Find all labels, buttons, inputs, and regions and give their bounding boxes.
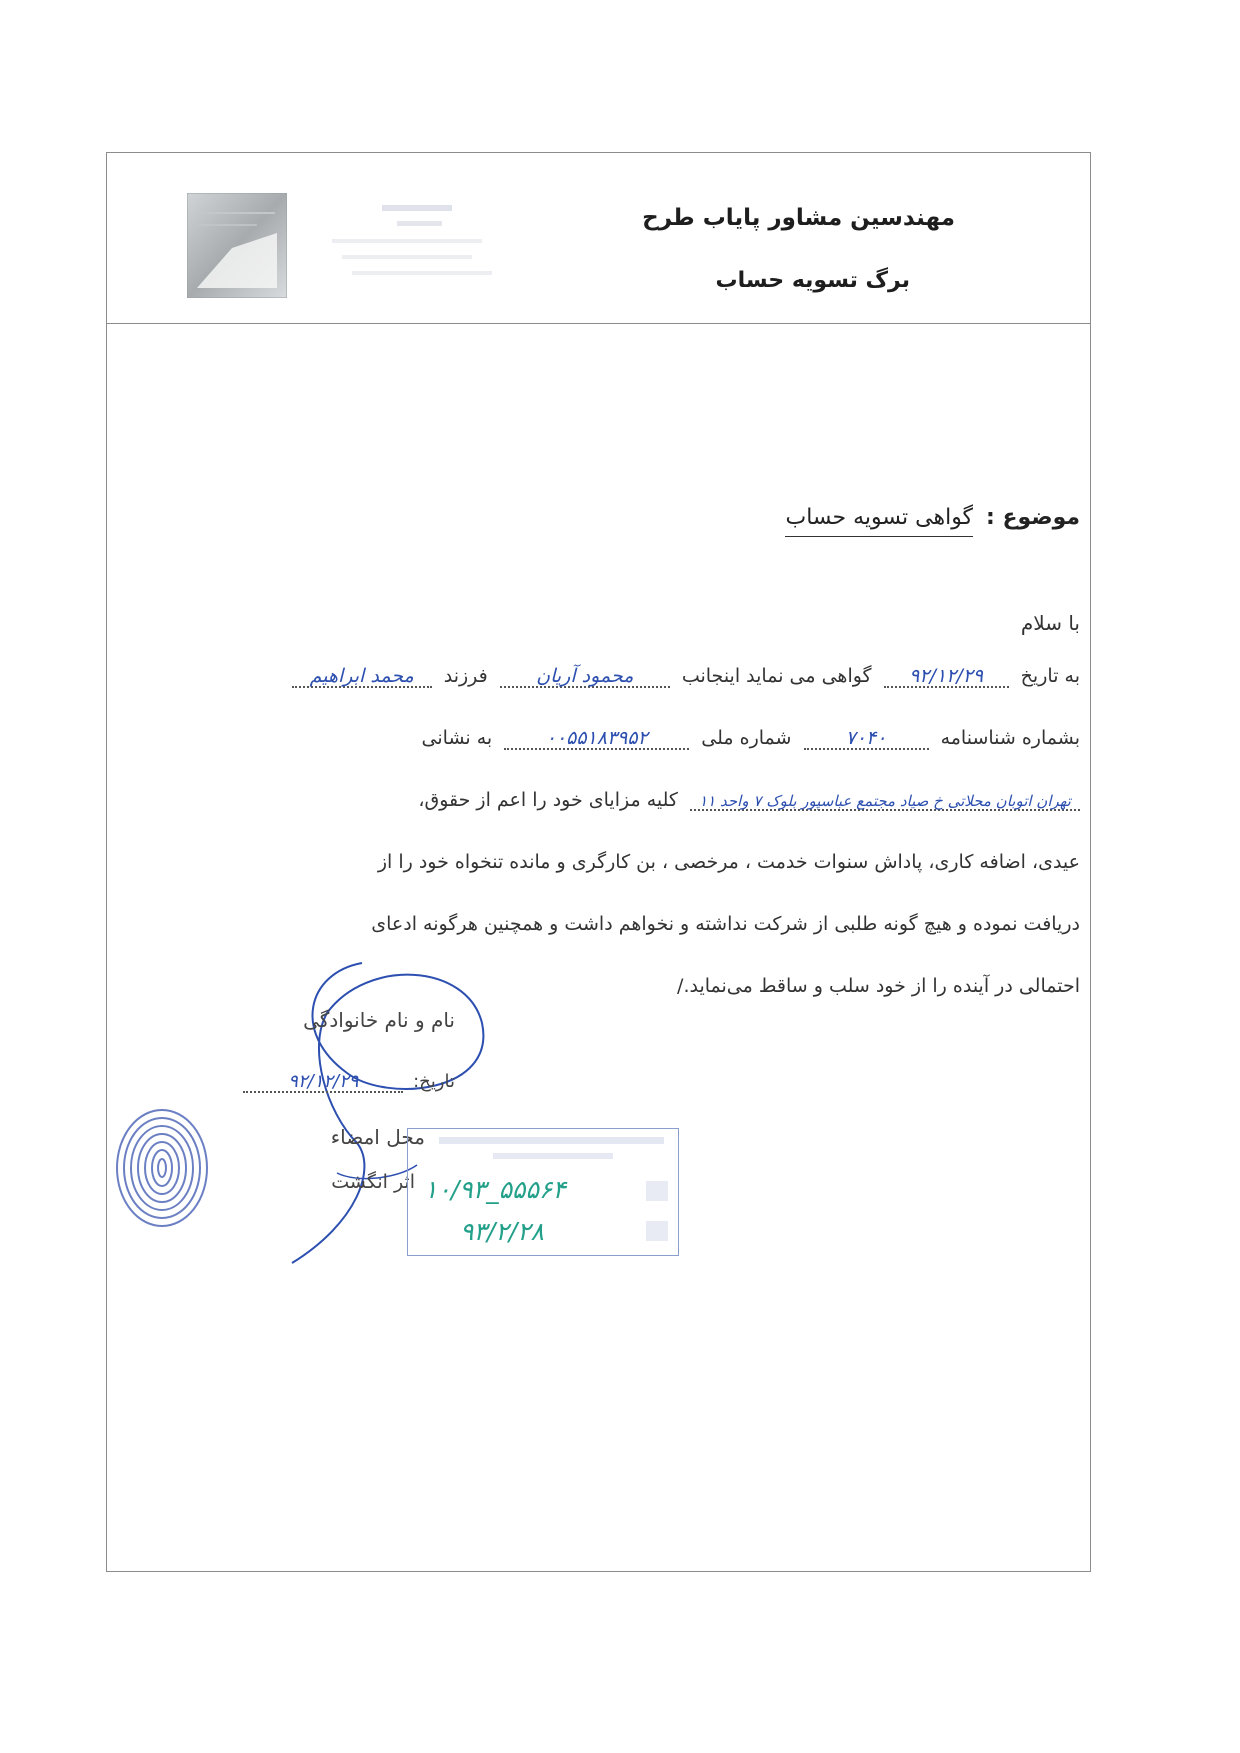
logo-caption [322, 195, 502, 295]
stamp-date: ۹۳/۲/۲۸ [460, 1217, 544, 1246]
date-field: ۹۲/۱۲/۲۹ [884, 667, 1009, 688]
id-number-field: ۷۰۴۰ [804, 729, 929, 750]
body-line-4: عیدی، اضافه کاری، پاداش سنوات خدمت ، مرخصی ، بن کارگری و مانده تنخواه خود را از [377, 851, 1080, 873]
child-of-label: فرزند [443, 665, 488, 687]
father-name-field: محمد ابراهیم [292, 667, 432, 688]
fingerprint-icon [107, 1103, 217, 1233]
greeting: با سلام [1020, 611, 1080, 635]
id-label: بشماره شناسنامه [940, 727, 1080, 749]
company-logo [187, 193, 287, 298]
national-id-field: ۰۰۵۵۱۸۳۹۵۲ [504, 729, 689, 750]
stamp-subheader-text [493, 1153, 613, 1159]
body-line-2 [422, 727, 1080, 750]
subject-line [785, 505, 1080, 530]
fingerprint-label: اثر انگشت [331, 1171, 415, 1193]
address-field: تهران اتوبان محلاتی خ صیاد مجتمع عباسپور بلوک ۷ واحد ۱۱ [690, 794, 1080, 811]
company-name: مهندسین مشاور پایاب طرح [642, 205, 955, 231]
signature-date-label: تاریخ: [413, 1071, 455, 1092]
body-line-3 [418, 789, 1080, 811]
address-label: به نشانی [421, 727, 493, 749]
body-line-6: احتمالی در آینده را از خود سلب و ساقط می‌نماید./ [677, 975, 1080, 997]
body-line-5: دریافت نموده و هیچ گونه طلبی از شرکت نداشته و نخواهم داشت و همچنین هرگونه ادعای [371, 913, 1080, 935]
stamp-number-caption [646, 1181, 668, 1201]
subject-label: موضوع : [986, 505, 1080, 530]
signature-date-field: ۹۲/۱۲/۲۹ [243, 1073, 403, 1093]
signature-place-label: محل امضاء [330, 1125, 425, 1149]
stamp-date-caption [646, 1221, 668, 1241]
employee-name-field: محمود آریان [500, 667, 670, 688]
body-line-3-text: کلیه مزایای خود را اعم از حقوق، [418, 789, 678, 811]
national-id-label: شماره ملی [701, 727, 792, 749]
stamp-header-text [439, 1137, 664, 1144]
signature-date-line [237, 1071, 455, 1093]
date-prefix: به تاریخ [1020, 665, 1080, 687]
body-line-1 [286, 665, 1080, 688]
registration-stamp [407, 1128, 679, 1256]
letter-frame [106, 152, 1091, 1572]
subject-text: گواهی تسویه حساب [785, 505, 973, 537]
header-divider [107, 323, 1090, 324]
certify-text: گواهی می نماید اینجانب [681, 665, 872, 687]
name-label: نام و نام خانوادگی [303, 1008, 455, 1032]
stamp-number: ۱۰/۹۳_۵۵۵۶۴ [424, 1175, 566, 1204]
form-title: برگ تسویه حساب [715, 268, 910, 293]
